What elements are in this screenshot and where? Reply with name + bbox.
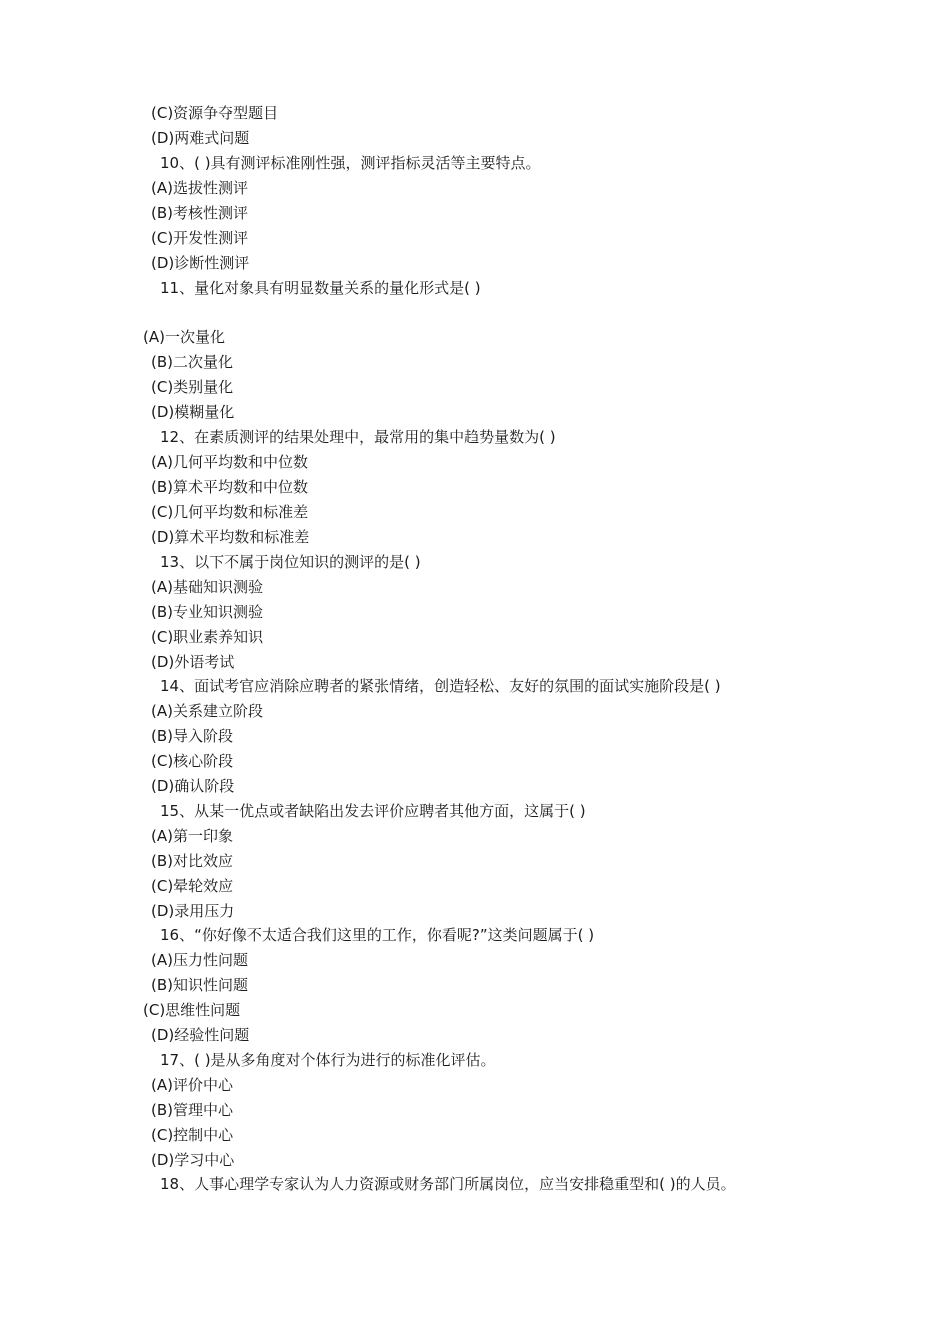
question-line: 10、( )具有测评标准刚性强，测评指标灵活等主要特点。 [160, 154, 541, 172]
option-line: (D)算术平均数和标准差 [151, 528, 310, 546]
option-line: (C)开发性测评 [151, 229, 249, 247]
option-line: (C)控制中心 [151, 1126, 234, 1144]
option-line: (D)录用压力 [151, 902, 235, 920]
option-line: (A)一次量化 [143, 328, 225, 346]
option-line: (C)类别量化 [151, 378, 234, 396]
option-line: (D)经验性问题 [151, 1026, 250, 1044]
option-line: (D)模糊量化 [151, 403, 235, 421]
option-line: (D)学习中心 [151, 1151, 235, 1169]
option-line: (B)管理中心 [151, 1101, 233, 1119]
option-line: (C)思维性问题 [143, 1001, 241, 1019]
option-line: (B)导入阶段 [151, 727, 233, 745]
option-line: (C)核心阶段 [151, 752, 234, 770]
option-line: (D)诊断性测评 [151, 254, 250, 272]
question-line: 18、人事心理学专家认为人力资源或财务部门所属岗位，应当安排稳重型和( )的人员。 [160, 1175, 736, 1193]
option-line: (B)二次量化 [151, 353, 233, 371]
question-line: 17、( )是从多角度对个体行为进行的标准化评估。 [160, 1051, 496, 1069]
option-line: (A)压力性问题 [151, 951, 248, 969]
option-line: (C)资源争夺型题目 [151, 104, 279, 122]
option-line: (A)第一印象 [151, 827, 233, 845]
option-line: (D)确认阶段 [151, 777, 235, 795]
option-line: (C)几何平均数和标准差 [151, 503, 309, 521]
option-line: (A)基础知识测验 [151, 578, 263, 596]
option-line: (B)考核性测评 [151, 204, 248, 222]
question-line: 15、从某一优点或者缺陷出发去评价应聘者其他方面，这属于( ) [160, 802, 586, 820]
option-line: (B)知识性问题 [151, 976, 248, 994]
question-line: 11、量化对象具有明显数量关系的量化形式是( ) [160, 279, 481, 297]
option-line: (A)选拔性测评 [151, 179, 248, 197]
option-line: (B)算术平均数和中位数 [151, 478, 308, 496]
option-line: (D)外语考试 [151, 653, 235, 671]
option-line: (A)评价中心 [151, 1076, 233, 1094]
option-line: (A)关系建立阶段 [151, 702, 263, 720]
question-line: 14、面试考官应消除应聘者的紧张情绪，创造轻松、友好的氛围的面试实施阶段是( ) [160, 677, 721, 695]
question-line: 16、“你好像不太适合我们这里的工作，你看呢?”这类问题属于( ) [160, 926, 595, 944]
option-line: (B)专业知识测验 [151, 603, 263, 621]
option-line: (D)两难式问题 [151, 129, 250, 147]
option-line: (C)晕轮效应 [151, 877, 234, 895]
option-line: (B)对比效应 [151, 852, 233, 870]
option-line: (A)几何平均数和中位数 [151, 453, 308, 471]
question-line: 12、在素质测评的结果处理中，最常用的集中趋势量数为( ) [160, 428, 556, 446]
question-line: 13、以下不属于岗位知识的测评的是( ) [160, 553, 421, 571]
option-line: (C)职业素养知识 [151, 628, 264, 646]
